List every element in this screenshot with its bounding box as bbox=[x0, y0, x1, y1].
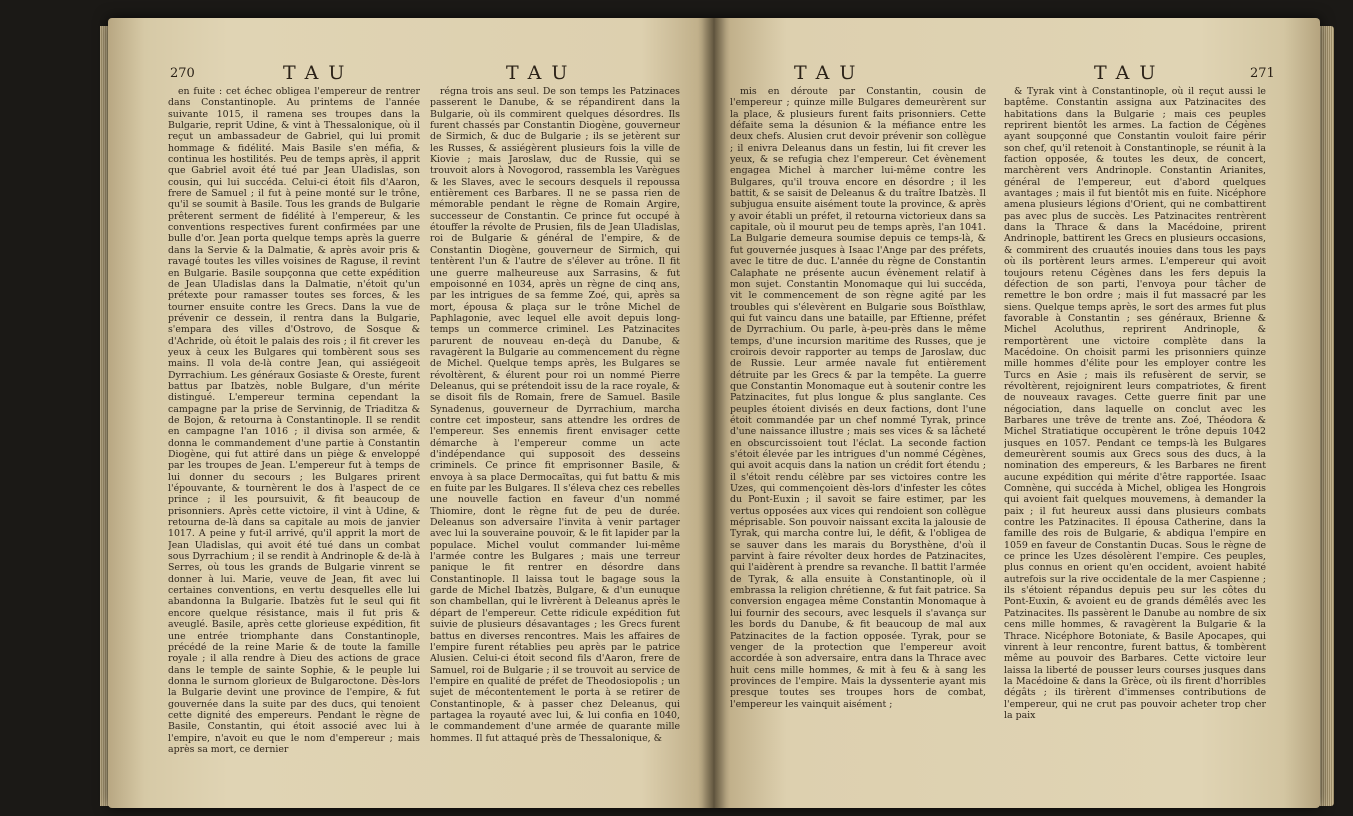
running-head-right: TAU bbox=[794, 62, 866, 84]
right-page bbox=[720, 18, 1320, 808]
left-page bbox=[108, 18, 708, 808]
paragraph: & Tyrak vint à Constantinople, où il reçut aussi le baptême. Constantin assigna aux Patzinacites des habitations dans la Bulgarie ; mais ces peuples reprirent bientôt les armes. La faction de Cégènes ayant soupçonné que Constantin vouloit faire périr son chef, qu'il retenoit à Constantinople, se réunit à la faction opposée, & toutes les deux, de concert, marchèrent vers Andrinople. Constantin Arianites, général de l'empereur, eut d'abord quelques avantages ; mais il fut bientôt mis en fuite. Nicéphore amena plusieurs légions d'Orient, qui ne combattirent pas avec plus de succès. Les Patzinacites rentrèrent dans la Thrace & dans la Macédoine, prirent Andrinople, battirent les Grecs en plusieurs occasions, & commirent des cruautés inouies dans tous les pays où ils portèrent leurs armes. L'empereur qui avoit toujours retenu Cégènes dans les fers depuis la défection de son parti, l'envoya pour tâcher de remettre le bon ordre ; mais il fut massacré par les siens. Quelque temps après, le sort des armes fut plus favorable à Constantin ; ses généraux, Brienne & Michel Acoluthus, reprirent Andrinople, & remportèrent une victoire complète dans la Macédoine. On choisit parmi les prisonniers quinze mille hommes d'élite pour les employer contre les Turcs en Asie ; mais ils refusèrent de servir, se révoltèrent, rejoignirent leurs compatriotes, & firent de nouveaux ravages. Cette guerre finit par une négociation, dans laquelle on conclut avec les Barbares une trêve de trente ans. Zoé, Théodora & Michel Stratiatique occupèrent le trône depuis 1042 jusques en 1057. Pendant ce temps-là les Bulgares demeurèrent soumis aux Grecs sous des ducs, à la nomination des empereurs, & les Barbares ne firent aucune expédition qui mérite d'être rapportée. Isaac Comnène, qui succéda à Michel, obligea les Hongrois qui avoient fait quelques mouvemens, à demander la paix ; il fut heureux aussi dans plusieurs combats contre les Patzinacites. Il épousa Catherine, dans la famille des rois de Bulgarie, & abdiqua l'empire en 1059 en faveur de Constantin Ducas. Sous le règne de ce prince les Uzes désolèrent l'empire. Ces peuples, plus connus en orient qu'en occident, avoient habité autrefois sur la rive occidentale de la mer Caspienne ; ils s'étoient répandus depuis peu sur les côtes du Pont-Euxin, & avoient eu de grands démêlés avec les Patzinacites. Ils passèrent le Danube au nombre de six cens mille hommes, & ravagèrent la Bulgarie & la Thrace. Nicéphore Botoniate, & Basile Apocapes, qui vinrent à leur rencontre, furent battus, & tombèrent même au pouvoir des Barbares. Cette victoire leur laissa la liberté de pousser leurs courses jusques dans la Macédoine & dans la Grèce, où ils firent d'horribles dégâts ; ils tirèrent d'immenses contributions de l'empereur, qui ne crut pas pouvoir acheter trop cher la paix bbox=[1004, 86, 1266, 721]
paragraph: en fuite : cet échec obligea l'empereur de rentrer dans Constantinople. Au printems de l'année suivante 1015, il ramena ses troupes dans la Bulgarie, reprit Udine, & vint à Thessalonique, où il reçut un ambassadeur de Gabriel, qui lui promit hommage & fidélité. Mais Basile s'en méfia, & continua les hostilités. Peu de temps après, il apprit que Gabriel avoit été tué par Jean Uladislas, son cousin, qui lui succéda. Celui-ci étoit fils d'Aaron, frere de Samuel ; il fut à peine monté sur le trône, qu'il se soumit à Basile. Tous les grands de Bulgarie prêterent serment de fidélité à l'empereur, & les conventions respectives furent confirmées par une bulle d'or. Jean porta quelque temps après la guerre dans la Servie & la Dalmatie, & après avoir pris & ravagé toutes les villes voisines de Raguse, il revint en Bulgarie. Basile soupçonna que cette expédition de Jean Uladislas dans la Dalmatie, n'étoit qu'un prétexte pour ramasser toutes ses forces, & les tourner ensuite contre les Grecs. Dans la vue de prévenir ce dessein, il rentra dans la Bulgarie, s'empara des villes d'Ostrovo, de Sosque & d'Achride, où étoit le palais des rois ; il fit crever les yeux à ceux les Bulgares qui tombèrent sous ses mains. Il vola de-là contre Jean, qui assiégeoit Dyrrachium. Les généraux Gosiaste & Oreste, furent battus par Ibatzès, noble Bulgare, d'un mérite distingué. L'empereur termina cependant la campagne par la prise de Servinnig, de Triaditza & de Bojon, & retourna à Constantinople. Il se rendit en campagne l'an 1016 ; il divisa son armée, & donna le commandement d'une partie à Constantin Diogène, qui fut attiré dans un piège & enveloppé par les troupes de Jean. L'empereur fut à temps de lui donner du secours ; les Bulgares prirent l'épouvante, & tournèrent le dos à l'aspect de ce prince ; il les poursuivit, & fit beaucoup de prisonniers. Après cette victoire, il vint à Udine, & retourna de-là dans sa capitale au mois de janvier 1017. A peine y fut-il arrivé, qu'il apprit la mort de Jean Uladislas, qui avoit été tué dans un combat sous Dyrrachium ; il se rendit à Andrinople & de-là à Serres, où tous les grands de Bulgarie vinrent se donner à lui. Marie, veuve de Jean, fit avec lui certaines conventions, en vertu desquelles elle lui abandonna la Bulgarie. Ibatzès fut le seul qui fit encore quelque résistance, mais il fut pris & aveuglé. Basile, après cette glorieuse expédition, fit une entrée triomphante dans Constantinople, précédé de la reine Marie & de toute la famille royale ; il alla rendre à Dieu des actions de grace dans le temple de sainte Sophie, & le peuple lui donna le surnom glorieux de Bulgaroctone. Dès-lors la Bulgarie devint une province de l'empire, & fut gouvernée dans la suite par des ducs, qui tenoient cette dignité des empereurs. Pendant le règne de Basile, Constantin, qui étoit associé avec lui à l'empire, n'avoit eu que le nom d'empereur ; mais après sa mort, ce dernier bbox=[168, 86, 420, 755]
page-number-left: 270 bbox=[170, 66, 195, 81]
paragraph: régna trois ans seul. De son temps les Patzinaces passerent le Danube, & se répandirent dans la Bulgarie, où ils commirent quelques désordres. Ils furent chassés par Constantin Diogène, gouverneur de Sirmich, & duc de Bulgarie ; ils se jetèrent sur les Russes, & assiégèrent plusieurs fois la ville de Kiovie ; mais Jaroslaw, duc de Russie, qui se trouvoit alors à Novogorod, rassembla les Varègues & les Slaves, avec le secours desquels il repoussa entièrement ces Barbares. Il ne se passa rien de mémorable pendant le règne de Romain Argire, successeur de Constantin. Ce prince fut occupé à étouffer la révolte de Prusien, fils de Jean Uladislas, roi de Bulgarie & général de l'empire, & de Constantin Diogène, gouverneur de Sirmich, qui tentèrent l'un & l'autre de s'élever au trône. Il fit une guerre malheureuse aux Sarrasins, & fut empoisonné en 1034, après un règne de cinq ans, par les intrigues de sa femme Zoé, qui, après sa mort, épousa & plaça sur le trône Michel de Paphlagonie, avec lequel elle avoit depuis long-temps un commerce criminel. Les Patzinacites parurent de nouveau en-deçà du Danube, & ravagèrent la Bulgarie au commencement du règne de Michel. Quelque temps après, les Bulgares se révoltèrent, & élurent pour roi un nommé Pierre Deleanus, qui se prétendoit issu de la race royale, & se disoit fils de Romain, frere de Samuel. Basile Synadenus, gouverneur de Dyrrachium, marcha contre cet imposteur, sans attendre les ordres de l'empereur. Ses ennemis firent envisager cette démarche à l'empereur comme un acte d'indépendance qui supposoit des desseins criminels. Ce prince fit emprisonner Basile, & envoya à sa place Dermocaïtas, qui fut battu & mis en fuite par les Bulgares. Il s'éleva chez ces rebelles une nouvelle faction en faveur d'un nommé Thiomire, dont le règne fut de peu de durée. Deleanus son adversaire l'invita à venir partager avec lui la souveraine pouvoir, & le fit lapider par la populace. Michel voulut commander lui-même l'armée contre les Bulgares ; mais une terreur panique le fit rentrer en désordre dans Constantinople. Il laissa tout le bagage sous la garde de Michel Ibatzès, Bulgare, & d'un eunuque son chambellan, qui le livrèrent à Deleanus après le départ de l'empereur. Cette ridicule expédition fut suivie de plusieurs désavantages ; les Grecs furent battus en diverses rencontres. Mais les affaires de l'empire furent rétablies peu après par le patrice Alusien. Celui-ci étoit second fils d'Aaron, frere de Samuel, roi de Bulgarie ; il se trouvoit au service de l'empire en qualité de préfet de Theodosiopolis ; un sujet de mécontentement le porta à se retirer de Constantinople, & à passer chez Deleanus, qui partagea la royauté avec lui, & lui confia en 1040, le commandement d'une armée de quarante mille hommes. Il fut attaqué près de Thessalonique, & bbox=[430, 86, 680, 744]
text-column-left-1 bbox=[168, 86, 420, 798]
running-head-right-col2: TAU bbox=[1094, 62, 1166, 84]
running-head-left: TAU bbox=[283, 62, 355, 84]
page-number-right: 271 bbox=[1250, 66, 1275, 81]
open-book bbox=[108, 18, 1320, 808]
text-column-right-1 bbox=[730, 86, 986, 798]
text-column-right-2 bbox=[1004, 86, 1266, 798]
paragraph: mis en déroute par Constantin, cousin de l'empereur ; quinze mille Bulgares demeurèrent sur la place, & plusieurs furent faits prisonniers. Cette défaite sema la désunion & la méfiance entre les deux chefs. Alusien crut devoir prévenir son collègue ; il enivra Deleanus dans un festin, lui fit crever les yeux, & se refugia chez l'empereur. Cet évènement engagea Michel à marcher lui-même contre les Bulgares, qu'il trouva encore en désordre ; il les battit, & se saisit de Deleanus & du traître Ibatzès. Il subjugua ensuite aisément toute la province, & après y avoir établi un préfet, il retourna victorieux dans sa capitale, où il mourut peu de temps après, l'an 1041. La Bulgarie demeura soumise depuis ce temps-là, & fut gouvernée jusques à Isaac l'Ange par des préfets, avec le titre de duc. L'année du règne de Constantin Calaphate ne présente aucun évènement relatif à mon sujet. Constantin Monomaque qui lui succéda, vit le commencement de son règne agité par les troubles qui s'élevèrent en Bulgarie sous Boïsthlaw, qui fut vaincu dans une bataille, par Eftienne, préfet de Dyrrachium. Ou parle, à-peu-près dans le même temps, d'une incursion maritime des Russes, que je croirois devoir rapporter au temps de Jaroslaw, duc de Russie. Leur armée navale fut entièrement détruite par les Grecs & par la tempête. La guerre que Constantin Monomaque eut à soutenir contre les Patzinacites, fut plus longue & plus sanglante. Ces peuples étoient divisés en deux factions, dont l'une étoit commandée par un chef nommé Tyrak, prince d'une naissance illustre ; mais ses vices & sa lâcheté en obscurcissoient tout l'éclat. La seconde faction s'étoit élevée par les intrigues d'un nommé Cégènes, qui avoit acquis dans la nation un crédit fort étendu ; il s'étoit rendu célèbre par ses victoires contre les Uzes, qui commençoient dès-lors d'infester les côtes du Pont-Euxin ; il savoit se faire estimer, par les vertus opposées aux vices qui rendoient son collègue méprisable. Son pouvoir naissant excita la jalousie de Tyrak, qui marcha contre lui, le défit, & l'obligea de se sauver dans les marais du Borysthène, d'où il parvint à faire révolter deux hordes de Patzinacites, qui l'aidèrent à prendre sa revanche. Il battit l'armée de Tyrak, & alla ensuite à Constantinople, où il embrassa la religion chrétienne, & fut fait patrice. Sa conversion engagea même Constantin Monomaque à lui fournir des secours, avec lesquels il s'avança sur les bords du Danube, & fit beaucoup de mal aux Patzinacites de la faction opposée. Tyrak, pour se venger de la protection que l'empereur avoit accordée à son adversaire, entra dans la Thrace avec huit cens mille hommes, & mit à feu & à sang les provinces de l'empire. Mais la dyssenterie ayant mis presque toutes ses troupes hors de combat, l'empereur les vainquit aisément ; bbox=[730, 86, 986, 710]
text-column-left-2 bbox=[430, 86, 680, 798]
running-head-left-col2: TAU bbox=[506, 62, 578, 84]
